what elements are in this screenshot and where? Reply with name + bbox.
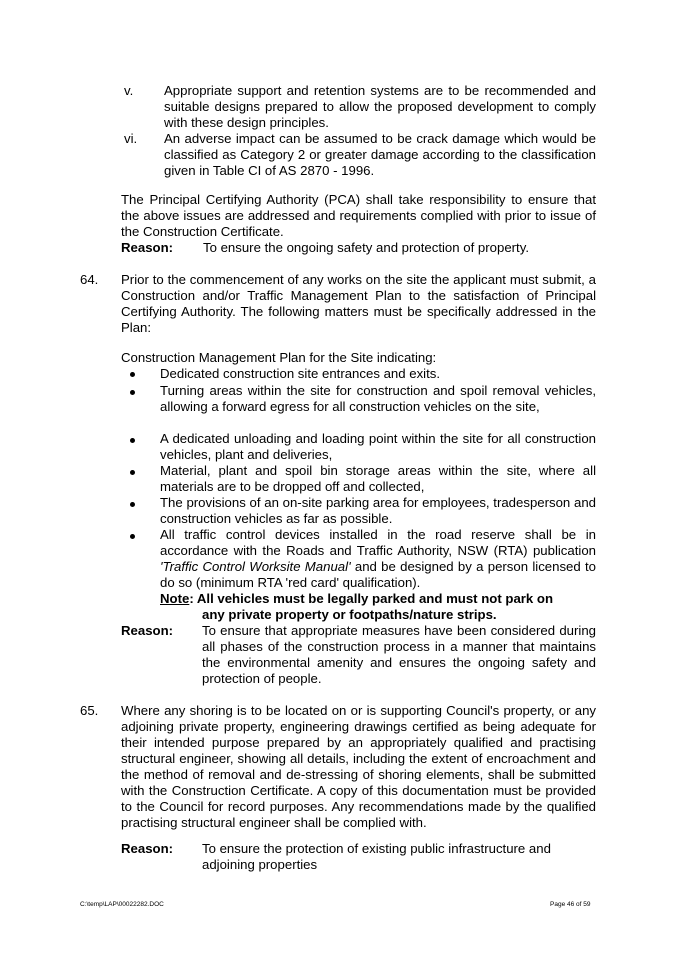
bullet-item-6	[160, 527, 596, 591]
bullet-icon	[130, 470, 135, 475]
item-number-65: 65.	[80, 703, 99, 718]
bullet-item-5: The provisions of an on-site parking area for employees, tradesperson and construction vehicles as far as possible.	[160, 495, 596, 526]
plan-heading: Construction Management Plan for the Site indicating:	[121, 350, 437, 365]
list-marker-v: v.	[124, 83, 134, 98]
note-line-1	[160, 591, 600, 607]
note-label: Note	[160, 591, 190, 606]
reason-label-64: Reason:	[121, 623, 174, 638]
bullet-icon	[130, 502, 135, 507]
reason-text-64: To ensure that appropriate measures have been considered during all phases of the construction process in a manner that maintains the environmental amenity and ensures the ongoing safety and protection of people.	[202, 623, 596, 686]
list-marker-vi: vi.	[124, 131, 138, 146]
item-number-64: 64.	[80, 272, 99, 287]
note-text: : All vehicles must be legally parked and must not park on	[189, 591, 554, 606]
pca-paragraph: The Principal Certifying Authority (PCA) shall take responsibility to ensure that the above issues are addressed and requirements complied with prior to issue of the Construction Certificate.	[121, 192, 596, 239]
bullet-item-2: Turning areas within the site for construction and spoil removal vehicles, allowing a forward egress for all construction vehicles on the site,	[160, 383, 596, 414]
bullet-icon	[130, 534, 135, 539]
bullet-item-4: Material, plant and spoil bin storage areas within the site, where all materials are to be dropped off and collected,	[160, 463, 596, 494]
list-item-v: Appropriate support and retention systems are to be recommended and suitable designs prepared to allow the proposed development to comply with these design principles.	[164, 83, 596, 130]
bullet-item-3: A dedicated unloading and loading point within the site for all construction vehicles, plant and deliveries,	[160, 431, 596, 462]
reason-text-1: To ensure the ongoing safety and protection of property.	[203, 240, 529, 255]
note-line-2: any private property or footpaths/nature strips.	[202, 607, 497, 622]
reason-label-1: Reason:	[121, 240, 174, 255]
bullet-6-text-end: and be designed by a person licensed to do so (minimum RTA 'red card' qualification).	[160, 559, 597, 590]
item-64-intro: Prior to the commencement of any works on the site the applicant must submit, a Construction and/or Traffic Management Plan to the satisfaction of Principal Certifying Authority. The following matters must be specifically addressed in the Plan:	[121, 272, 596, 335]
bullet-icon	[130, 372, 135, 377]
footer-file-path: C:\temp\LAP\00022282.DOC	[80, 901, 164, 908]
item-65-text: Where any shoring is to be located on or is supporting Council's property, or any adjoining private property, engineering drawings certified as being adequate for their intended purpose prepared by an appropriately qualified and practising structural engineer, showing all details, including the extent of encroachment and the method of removal and de-stressing of shoring elements, shall be submitted with the Construction Certificate. A copy of this documentation must be provided to the Council for record purposes. Any recommendations made by the qualified practising structural engineer shall be complied with.	[121, 703, 596, 830]
bullet-icon	[130, 390, 135, 395]
list-item-vi: An adverse impact can be assumed to be crack damage which would be classified as Category 2 or greater damage according to the classification given in Table CI of AS 2870 - 1996.	[164, 131, 596, 178]
manual-title: 'Traffic Control Worksite Manual'	[160, 559, 351, 574]
footer-page-number: Page 46 of 59	[550, 901, 591, 908]
bullet-icon	[130, 438, 135, 443]
reason-text-65: To ensure the protection of existing public infrastructure and adjoining properties	[202, 841, 551, 872]
reason-label-65: Reason:	[121, 841, 174, 856]
bullet-6-text: All traffic control devices installed in the road reserve shall be in accordance with the Roads and Traffic Authority, NSW (RTA) publication	[160, 527, 596, 558]
bullet-item-1: Dedicated construction site entrances and exits.	[160, 366, 441, 381]
